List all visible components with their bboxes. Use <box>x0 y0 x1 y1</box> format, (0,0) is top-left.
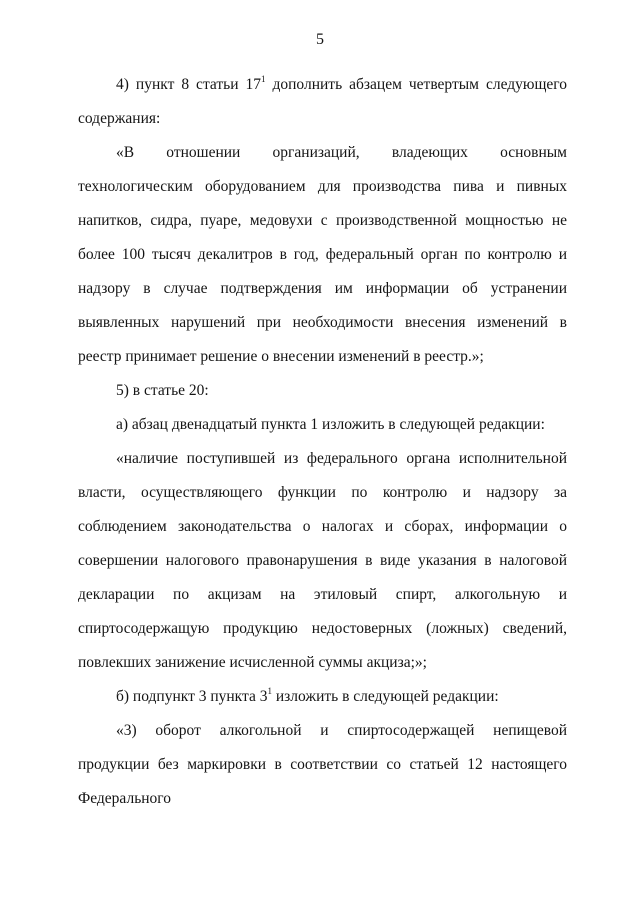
superscript: 1 <box>261 74 266 84</box>
superscript: 1 <box>267 686 272 696</box>
paragraph-lead: 4) пункт 8 статьи 17 <box>116 76 262 93</box>
paragraph-lead: б) подпункт 3 пункта 3 <box>116 688 268 705</box>
page-number: 5 <box>316 31 324 48</box>
paragraph-rest: дополнить абзацем четвертым следующего содержания: <box>78 76 567 127</box>
paragraph-quote-registry: «В отношении организаций, владеющих основным технологическим оборудованием для производства пива и пивных напитков, сидра, пуаре, медовухи с производственной мощностью не более 100 тысяч декалитров в год, федеральный орган по контролю и надзору в случае подтверждения им информации об устранении выявленных нарушений при необходимости внесения изменений в реестр принимает решение о внесении изменений в реестр.»; <box>78 144 567 365</box>
paragraph-rest: изложить в следующей редакции: <box>271 688 499 705</box>
document-body <box>78 68 567 816</box>
paragraph-item-4 <box>78 68 567 136</box>
paragraph-quote-tax-violation: «наличие поступившей из федерального органа исполнительной власти, осуществляющего функции по контролю и надзору за соблюдением законодательства о налогах и сборах, информации о совершении налогового правонарушения в виде указания в налоговой декларации по акцизам на этиловый спирт, алкогольную и спиртосодержащую продукцию недостоверных (ложных) сведений, повлекших занижение исчисленной суммы акциза;»; <box>78 450 567 671</box>
paragraph-item-5: 5) в статье 20: <box>116 382 209 399</box>
paragraph-quote-marking: «3) оборот алкогольной и спиртосодержащей непищевой продукции без маркировки в соответствии со статьей 12 настоящего Федерального <box>78 722 567 807</box>
paragraph-subitem-b <box>78 680 567 714</box>
paragraph-subitem-a: а) абзац двенадцатый пункта 1 изложить в следующей редакции: <box>116 416 545 433</box>
